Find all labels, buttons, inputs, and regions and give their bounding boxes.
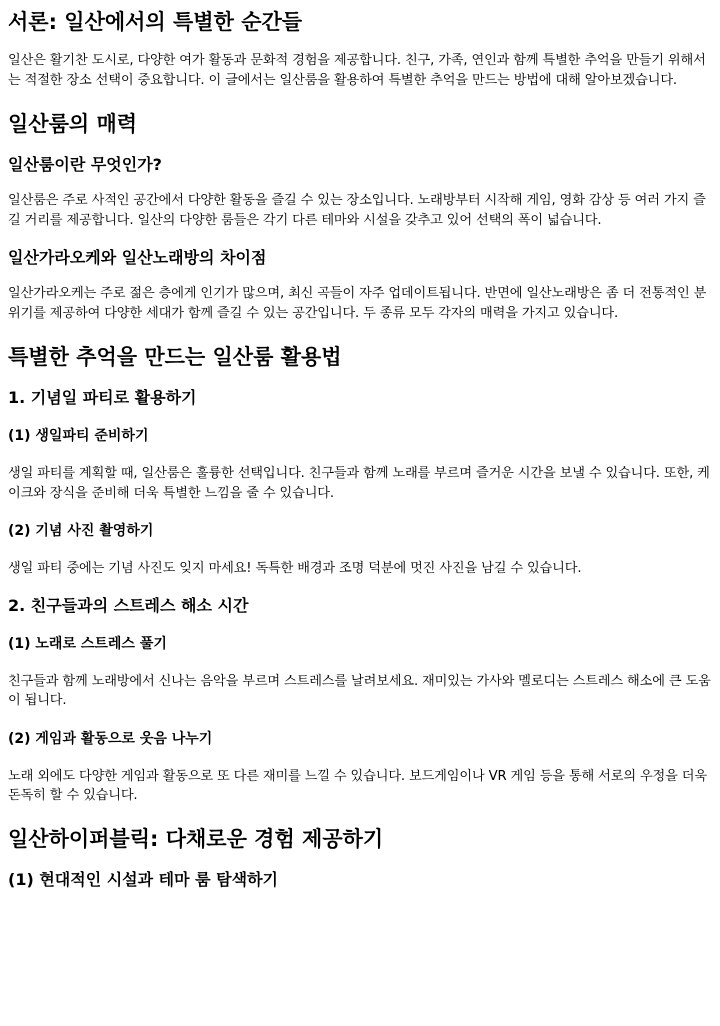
article bbox=[0, 8, 720, 891]
paragraph-games: 노래 외에도 다양한 게임과 활동으로 또 다른 재미를 느낄 수 있습니다. 보드게임이나 VR 게임 등을 통해 서로의 우정을 더욱 돈독히 할 수 있습니다. bbox=[8, 768, 707, 803]
part-heading-anniversary-party: 1. 기념일 파티로 활용하기 bbox=[8, 388, 197, 407]
intro-paragraph: 일산은 활기찬 도시로, 다양한 여가 활동과 문화적 경험을 제공합니다. 친구, 가족, 연인과 함께 특별한 추억을 만들기 위해서는 적절한 장소 선택이 중요합니다. 이 글에서는 일산룸을 활용하여 특별한 추억을 만드는 방법에 대해 알아보겠습니다. bbox=[8, 53, 706, 88]
item-heading-singing: (1) 노래로 스트레스 풀기 bbox=[8, 635, 167, 652]
section-heading-memories: 특별한 추억을 만드는 일산룸 활용법 bbox=[8, 345, 342, 369]
section-heading-room-appeal: 일산룸의 매력 bbox=[8, 112, 138, 136]
item-heading-modern-facilities: (1) 현대적인 시설과 테마 룸 탐색하기 bbox=[8, 869, 278, 889]
section-heading-hyper-public: 일산하이퍼블릭: 다채로운 경험 제공하기 bbox=[8, 826, 384, 851]
article-title: 서론: 일산에서의 특별한 순간들 bbox=[8, 10, 303, 34]
item-heading-games: (2) 게임과 활동으로 웃음 나누기 bbox=[8, 730, 213, 747]
paragraph-singing: 친구들과 함께 노래방에서 신나는 음악을 부르며 스트레스를 날려보세요. 재미있는 가사와 멜로디는 스트레스 해소에 큰 도움이 됩니다. bbox=[8, 673, 711, 708]
paragraph-photo: 생일 파티 중에는 기념 사진도 잊지 마세요! 독특한 배경과 조명 덕분에 멋진 사진을 남길 수 있습니다. bbox=[8, 561, 582, 576]
item-heading-birthday-prep: (1) 생일파티 준비하기 bbox=[8, 428, 149, 444]
paragraph-what-is-room: 일산룸은 주로 사적인 공간에서 다양한 활동을 즐길 수 있는 장소입니다. 노래방부터 시작해 게임, 영화 감상 등 여러 가지 즐길 거리를 제공합니다. 일산의 다양한 룸들은 각기 다른 테마와 시설을 갖추고 있어 선택의 폭이 넓습니다. bbox=[8, 193, 706, 228]
subheading-what-is-room: 일산룸이란 무엇인가? bbox=[8, 155, 162, 174]
part-heading-stress-relief: 2. 친구들과의 스트레스 해소 시간 bbox=[8, 595, 249, 615]
paragraph-birthday-prep: 생일 파티를 계획할 때, 일산룸은 훌륭한 선택입니다. 친구들과 함께 노래를 부르며 즐거운 시간을 보낼 수 있습니다. 또한, 케이크와 장식을 준비해 더욱 특별한 느낌을 줄 수 있습니다. bbox=[8, 466, 710, 501]
item-heading-photo: (2) 기념 사진 촬영하기 bbox=[8, 523, 154, 539]
paragraph-karaoke-vs-noraebang: 일산가라오케는 주로 젊은 층에게 인기가 많으며, 최신 곡들이 자주 업데이트됩니다. 반면에 일산노래방은 좀 더 전통적인 분위기를 제공하여 다양한 세대가 함께 즐길 수 있는 공간입니다. 두 종류 모두 각자의 매력을 가지고 있습니다. bbox=[8, 286, 707, 321]
subheading-karaoke-vs-noraebang: 일산가라오케와 일산노래방의 차이점 bbox=[8, 248, 267, 267]
